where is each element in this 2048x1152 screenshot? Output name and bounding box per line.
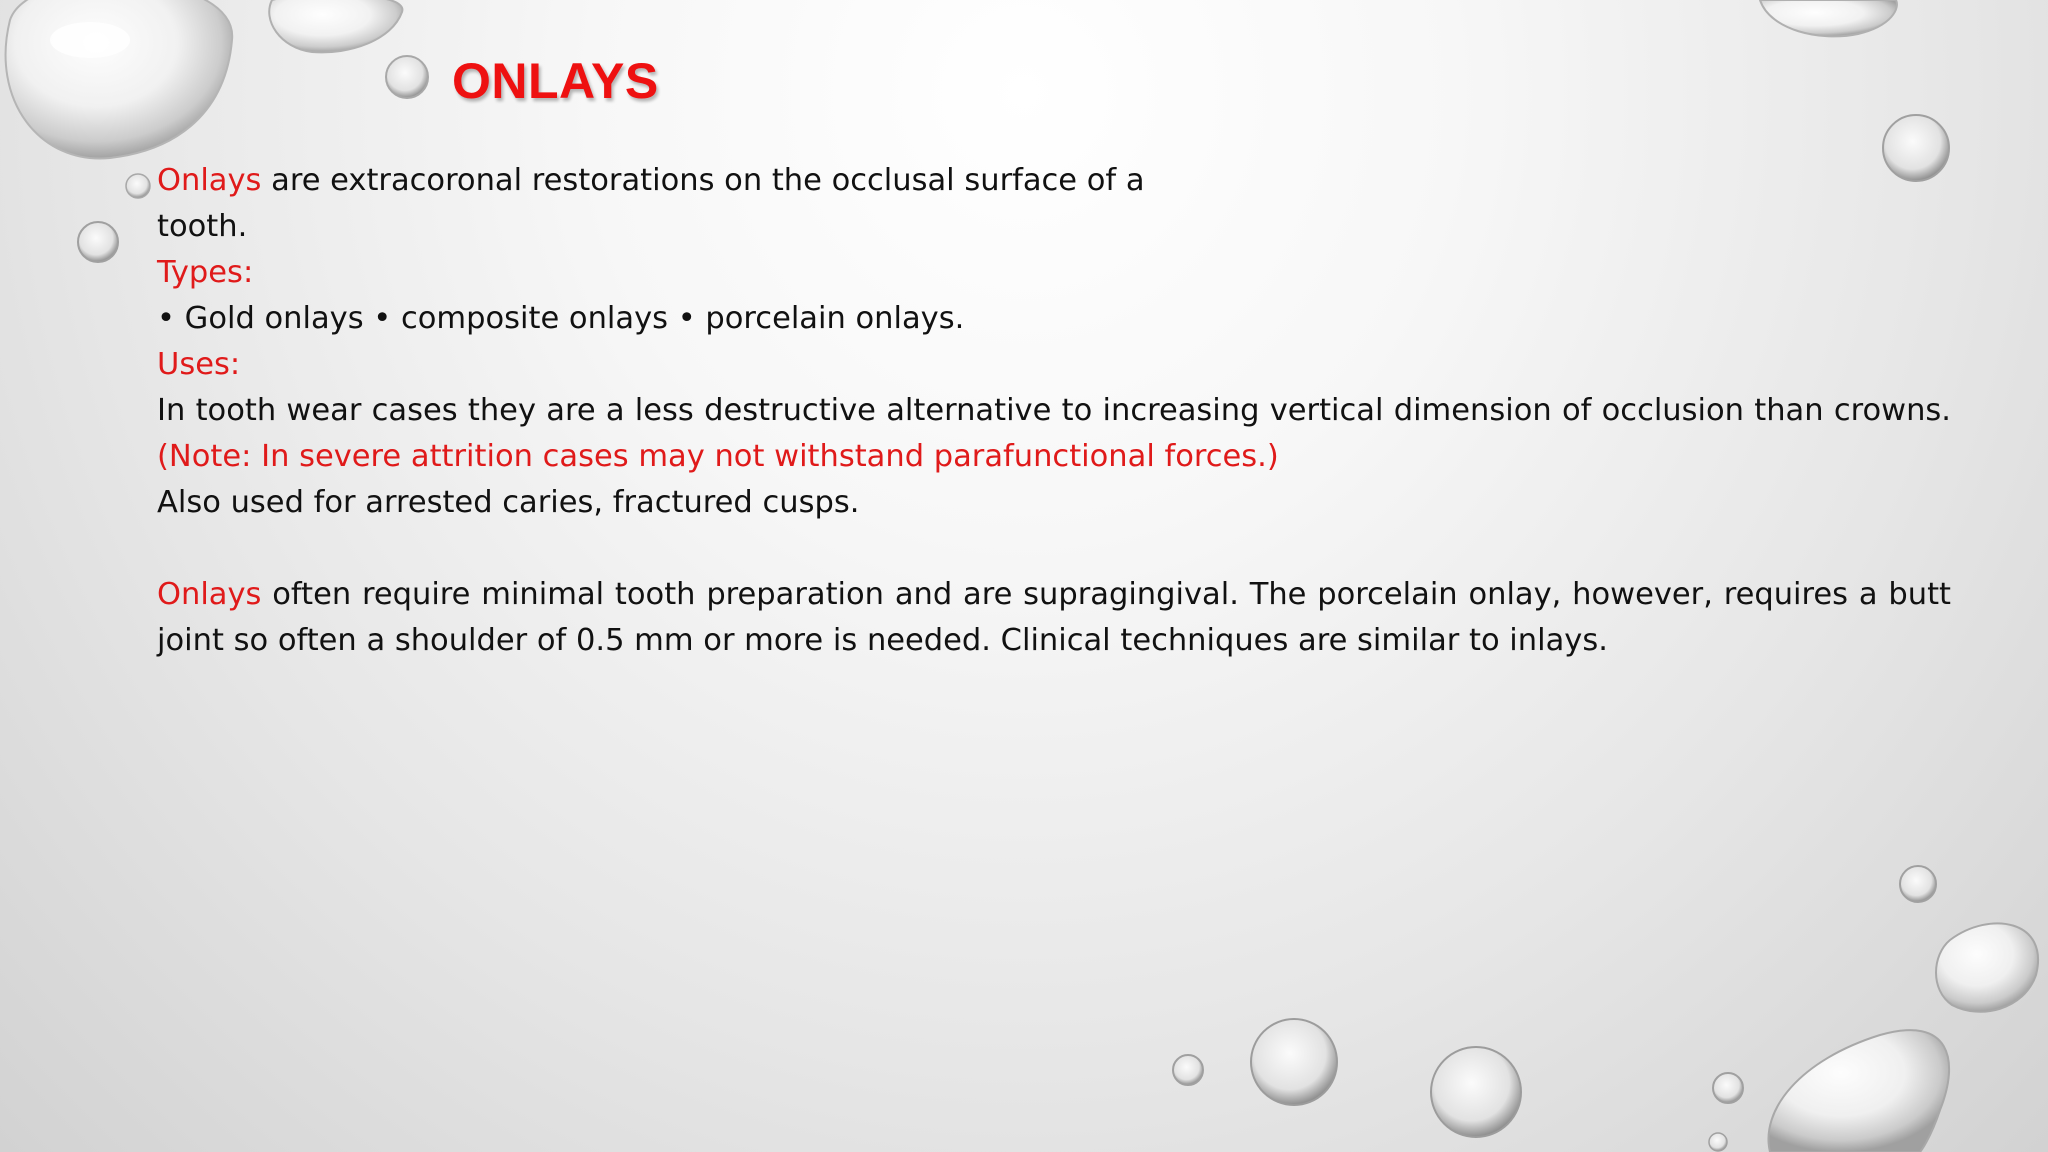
onlays-term: Onlays: [157, 163, 262, 198]
drop-small-icon: [386, 56, 428, 98]
drop-small-icon: [1713, 1073, 1743, 1103]
paragraph-gap: [157, 526, 1951, 572]
definition-line: [157, 158, 1951, 204]
drop-small-icon: [126, 174, 150, 198]
drop-small-icon: [1900, 866, 1936, 902]
types-list: • Gold onlays • composite onlays • porcelain onlays.: [157, 301, 965, 336]
definition-line-continued: tooth.: [157, 209, 248, 244]
also-used-text: Also used for arrested caries, fractured cusps.: [157, 485, 860, 520]
drop-small-icon: [78, 222, 118, 262]
onlays-term-2: Onlays: [157, 577, 262, 612]
uses-heading: Uses:: [157, 347, 241, 382]
preparation-paragraph: [157, 572, 1951, 664]
drop-top-left-small-icon: [269, 0, 402, 52]
slide-title: ONLAYS: [452, 53, 659, 109]
drop-top-left-large-icon: [6, 0, 233, 159]
drop-bottom-right-icon: [1936, 923, 2038, 1011]
uses-text: In tooth wear cases they are a less destructive alternative to increasing vertical dimension of occlusion than crowns.: [157, 393, 1951, 428]
drop-medium-icon: [1251, 1019, 1337, 1105]
slide-body: [157, 158, 1951, 664]
preparation-text: often require minimal tooth preparation and are supragingival. The porcelain onlay, however, requires a butt joint so often a shoulder of 0.5 mm or more is needed. Clinical techniques are similar to inlays.: [157, 577, 1951, 658]
drop-small-icon: [1173, 1055, 1203, 1085]
drop-medium-icon: [1431, 1047, 1521, 1137]
note-text: (Note: In severe attrition cases may not withstand parafunctional forces.): [157, 439, 1279, 474]
types-heading: Types:: [157, 255, 254, 290]
drop-bottom-right-large-icon: [1768, 1030, 1949, 1152]
drop-top-right-icon: [1760, 0, 1897, 36]
drop-small-icon: [1709, 1133, 1727, 1151]
definition-text: are extracoronal restorations on the occlusal surface of a: [261, 163, 1145, 198]
